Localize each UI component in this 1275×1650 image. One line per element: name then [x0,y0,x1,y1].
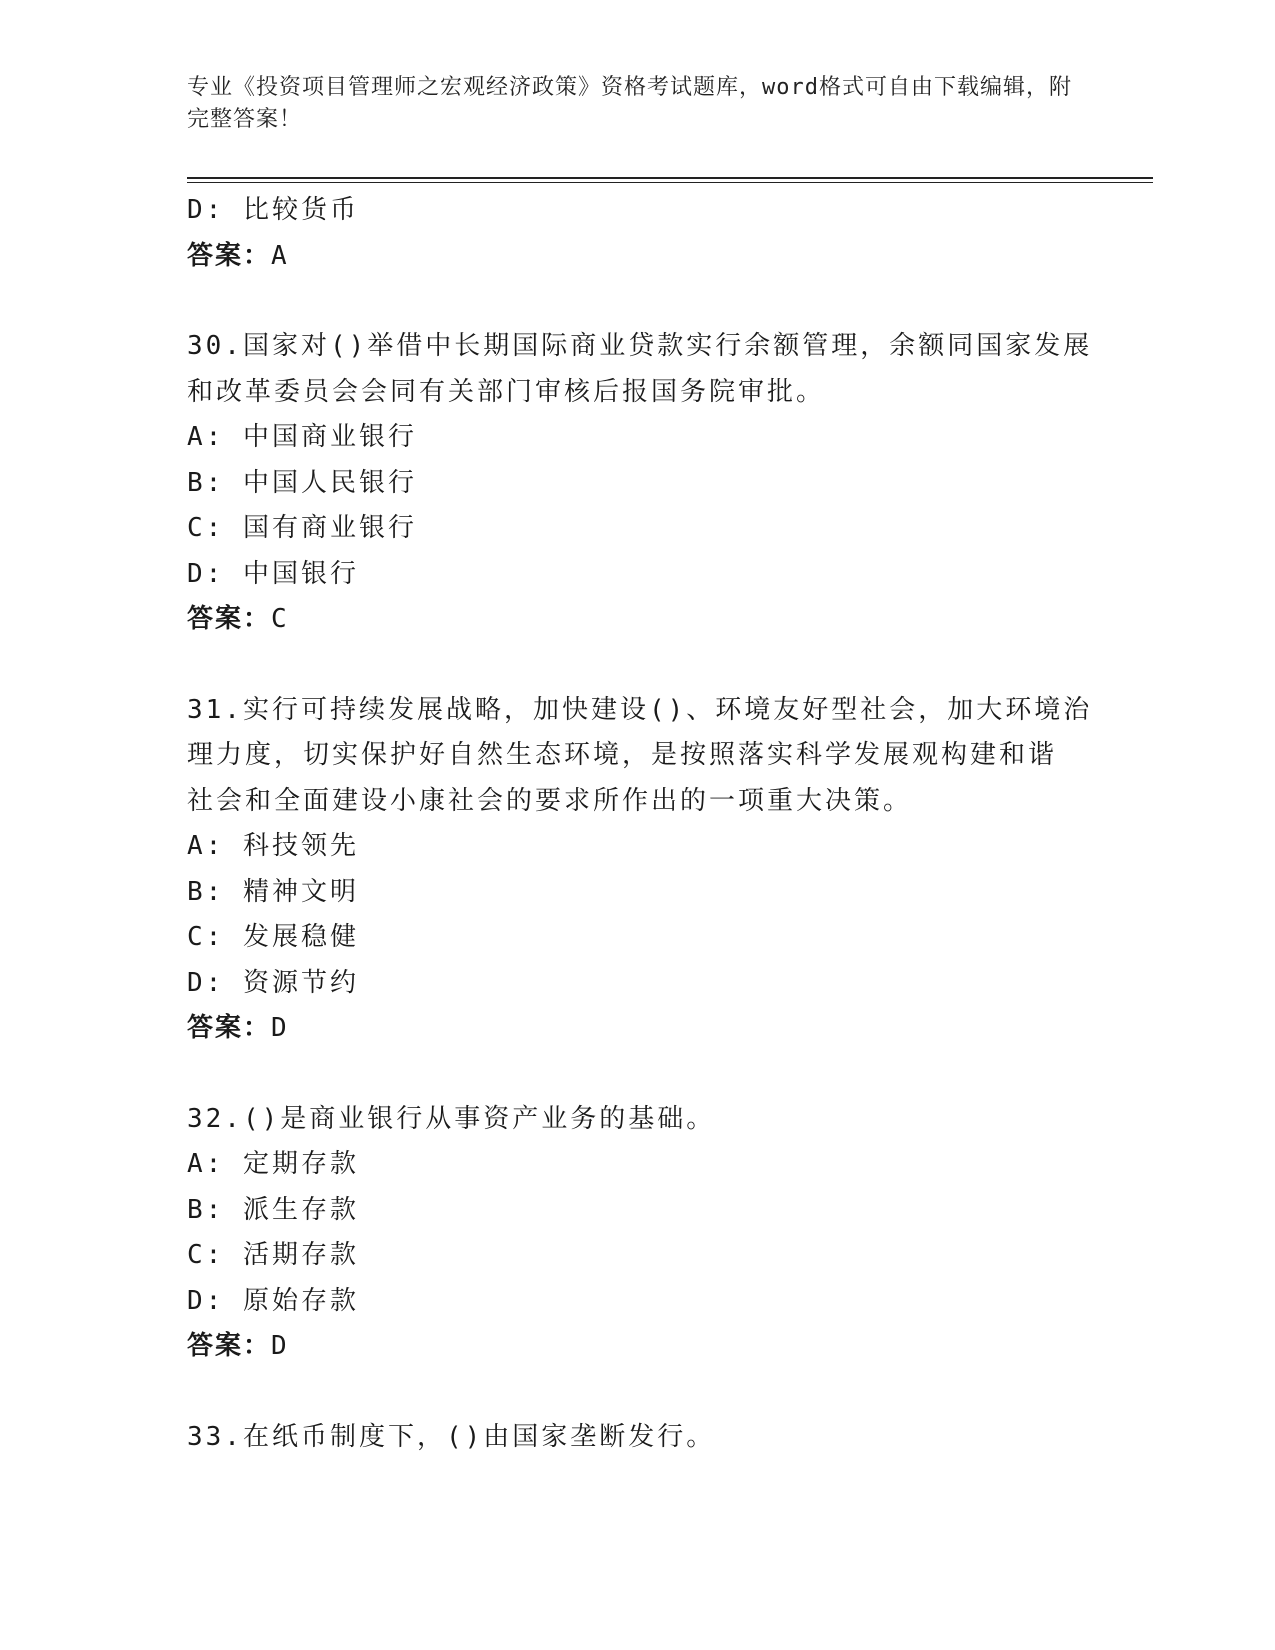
header-rule-thin [187,182,1153,183]
option-c: C: 活期存款 [187,1240,359,1270]
option-a: A: 定期存款 [187,1149,359,1179]
option-b: B: 精神文明 [187,876,359,907]
option-a: A: 科技领先 [187,831,359,861]
question-stem: 31.实行可持续发展战略，加快建设()、环境友好型社会，加大环境治 理力度，切实保护好自然生态环境，是按照落实科学发展观构建和谐 社会和全面建设小康社会的要求所作出的一项重大决策。 [187,694,1093,816]
option-c: C: 国有商业银行 [187,513,417,543]
answer-label: 答案： [187,604,272,634]
option-d: D: 中国银行 [187,558,359,589]
answer-value: D [271,1013,289,1043]
question-content [187,188,1107,1460]
option-b: B: 派生存款 [187,1194,359,1225]
answer-line [187,234,1107,280]
question-stem: 33.在纸币制度下，()由国家垄断发行。 [187,1421,716,1452]
option-d: D: 原始存款 [187,1285,359,1316]
answer-value: A [271,240,289,271]
answer-label: 答案： [187,1331,272,1361]
answer-value: D [271,1331,289,1361]
answer-line [187,1324,1107,1370]
answer-line [187,1006,1107,1052]
option-d: D: 比较货币 [187,195,359,225]
option-d: D: 资源节约 [187,967,359,998]
option-b: B: 中国人民银行 [187,467,417,498]
answer-label: 答案： [187,1013,272,1043]
answer-label: 答案： [187,240,272,271]
answer-line [187,597,1107,643]
option-a: A: 中国商业银行 [187,422,417,452]
answer-value: C [271,604,289,634]
question-stem: 32.()是商业银行从事资产业务的基础。 [187,1103,716,1134]
option-c: C: 发展稳健 [187,922,359,952]
question-stem: 30.国家对()举借中长期国际商业贷款实行余额管理，余额同国家发展 和改革委员会会同有关部门审核后报国务院审批。 [187,331,1093,407]
header-rule-thick [187,177,1153,179]
document-header: 专业《投资项目管理师之宏观经济政策》资格考试题库，word格式可自由下载编辑，附完整答案！ [187,75,1072,132]
